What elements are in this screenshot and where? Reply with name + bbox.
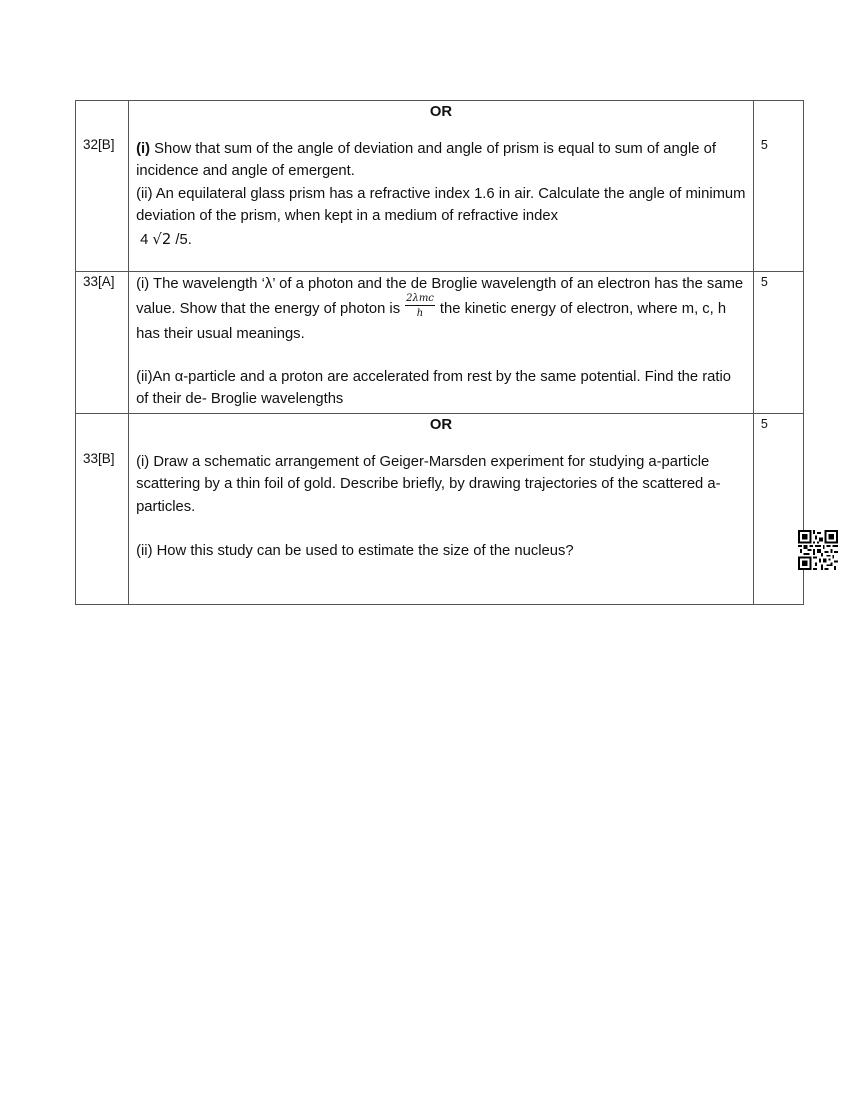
marks-cell: [753, 414, 803, 605]
table-row-33b: [76, 414, 804, 605]
question-number: 33[A]: [83, 274, 115, 289]
question-number: 33[B]: [83, 451, 115, 466]
part-label: (i): [136, 141, 151, 157]
part-i-text: Show that sum of the angle of deviation and angle of prism is equal to sum of angle of incidence and angle of emergent.: [136, 141, 716, 180]
or-label: OR: [429, 417, 453, 433]
question-text-cell: [129, 414, 754, 605]
marks-value: 5: [760, 417, 768, 431]
question-text-cell: [129, 272, 754, 414]
question-number: 32[B]: [83, 137, 115, 152]
part-i-text: (i) Draw a schematic arrangement of Geiger-Marsden experiment for studying a-particle scattering by a thin foil of gold. Describe briefly, by drawing trajectories of the scattered a-particles.: [136, 454, 721, 515]
energy-fraction: [405, 293, 435, 319]
question-table: [75, 100, 804, 605]
part-i-text-continued: the kinetic energy of electron, where m, c, h has their usual meanings.: [136, 300, 727, 342]
marks-cell: [753, 272, 803, 414]
index-root: √2: [152, 231, 172, 249]
index-suffix: /5.: [175, 232, 192, 249]
question-text: [129, 272, 753, 411]
marks-cell: [753, 101, 803, 272]
fraction-numerator: 2λmc: [406, 293, 434, 304]
question-text: [129, 123, 753, 251]
question-text-cell: [129, 101, 754, 272]
marks-value: 5: [760, 138, 768, 152]
question-number-cell: [76, 272, 129, 414]
or-label: OR: [429, 104, 453, 120]
question-number-cell: [76, 101, 129, 272]
refractive-index-expression: [136, 229, 747, 251]
question-text: [129, 436, 753, 562]
part-ii-text: (ii) How this study can be used to estimate the size of the nucleus?: [136, 542, 574, 559]
qr-code-icon: [798, 530, 838, 570]
fraction-denominator: h: [416, 308, 424, 319]
part-ii-text: (ii)An α-particle and a proton are accelerated from rest by the same potential. Find the ratio of their de- Broglie wavelengths: [136, 369, 732, 408]
part-ii-text: (ii) An equilateral glass prism has a refractive index 1.6 in air. Calculate the angle of minimum deviation of the prism, when kept in a medium of refractive index: [136, 185, 746, 224]
marks-value: 5: [760, 275, 768, 289]
index-prefix: 4: [140, 232, 149, 249]
question-number-cell: [76, 414, 129, 605]
table-row-32b: [76, 101, 804, 272]
part-i-text: (i) The wavelength ‘λ’ of a photon and the de Broglie wavelength of an electron has the same value. Show that the energy of photon is: [136, 276, 744, 317]
table-row-33a: [76, 272, 804, 414]
